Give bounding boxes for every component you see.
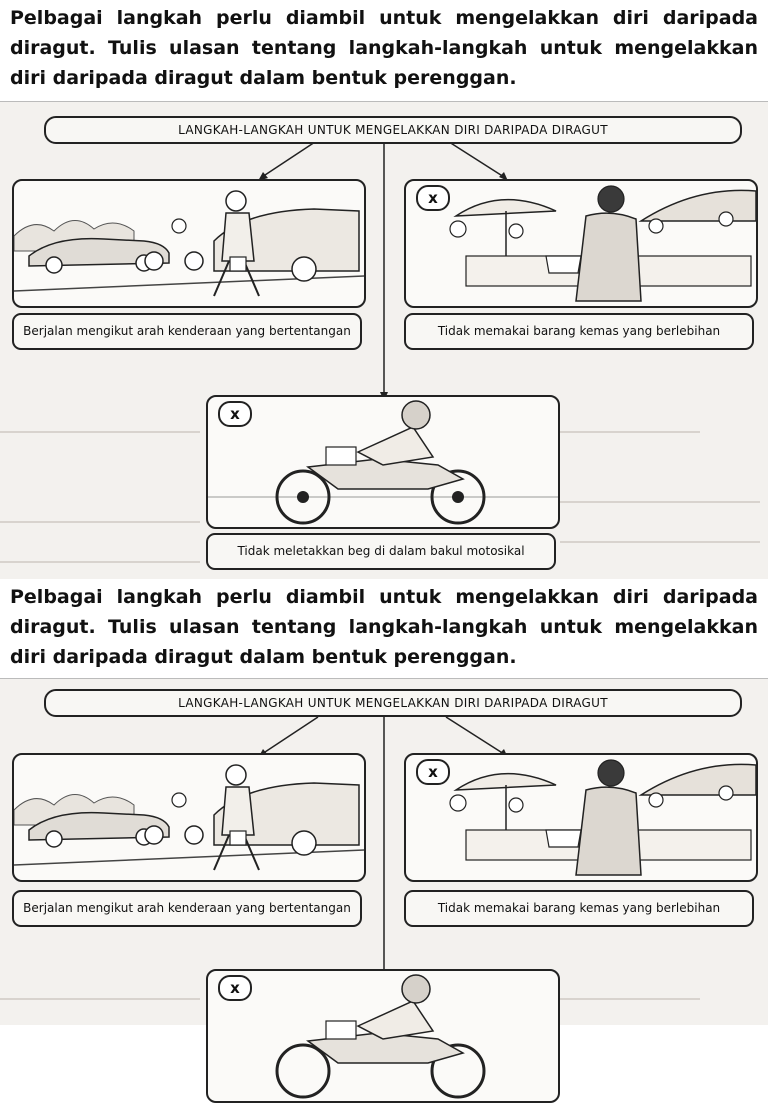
- step-3-illustration: [206, 969, 560, 1103]
- step-1-caption: Berjalan mengikut arah kenderaan yang bertentangan: [12, 313, 362, 350]
- step-3-illustration: [206, 395, 560, 529]
- worksheet-copy-2: [0, 580, 768, 1024]
- step-1-illustration: [12, 753, 366, 882]
- step-3-caption: Tidak meletakkan beg di dalam bakul motosikal: [206, 533, 556, 570]
- step-2-caption: Tidak memakai barang kemas yang berlebihan: [404, 313, 754, 350]
- step-3-cross-mark: x: [218, 975, 252, 1001]
- pedestrian-car-icon: [14, 755, 364, 880]
- market-woman-icon: [406, 755, 756, 880]
- diagram-title: LANGKAH-LANGKAH UNTUK MENGELAKKAN DIRI DARIPADA DIRAGUT: [44, 116, 742, 144]
- diagram: [0, 678, 768, 1025]
- motorcycle-icon: [208, 971, 558, 1101]
- market-woman-icon: [406, 181, 756, 306]
- step-2-cross-mark: x: [416, 185, 450, 211]
- step-2-cross-mark: x: [416, 759, 450, 785]
- step-2-caption: Tidak memakai barang kemas yang berlebihan: [404, 890, 754, 927]
- motorcycle-icon: [208, 397, 558, 527]
- diagram-title: LANGKAH-LANGKAH UNTUK MENGELAKKAN DIRI DARIPADA DIRAGUT: [44, 689, 742, 717]
- instruction-text: Pelbagai langkah perlu diambil untuk mengelakkan diri daripada diragut. Tulis ulasan tentang langkah-langkah untuk mengelakkan diri daripada diragut dalam bentuk perenggan.: [10, 7, 758, 89]
- step-2-illustration: [404, 753, 758, 882]
- step-1-illustration: [12, 179, 366, 308]
- diagram: [0, 101, 768, 579]
- instruction-text: Pelbagai langkah perlu diambil untuk mengelakkan diri daripada diragut. Tulis ulasan tentang langkah-langkah untuk mengelakkan diri daripada diragut dalam bentuk perenggan.: [10, 586, 758, 668]
- step-2-illustration: [404, 179, 758, 308]
- step-1-caption: Berjalan mengikut arah kenderaan yang bertentangan: [12, 890, 362, 927]
- pedestrian-car-icon: [14, 181, 364, 306]
- step-3-cross-mark: x: [218, 401, 252, 427]
